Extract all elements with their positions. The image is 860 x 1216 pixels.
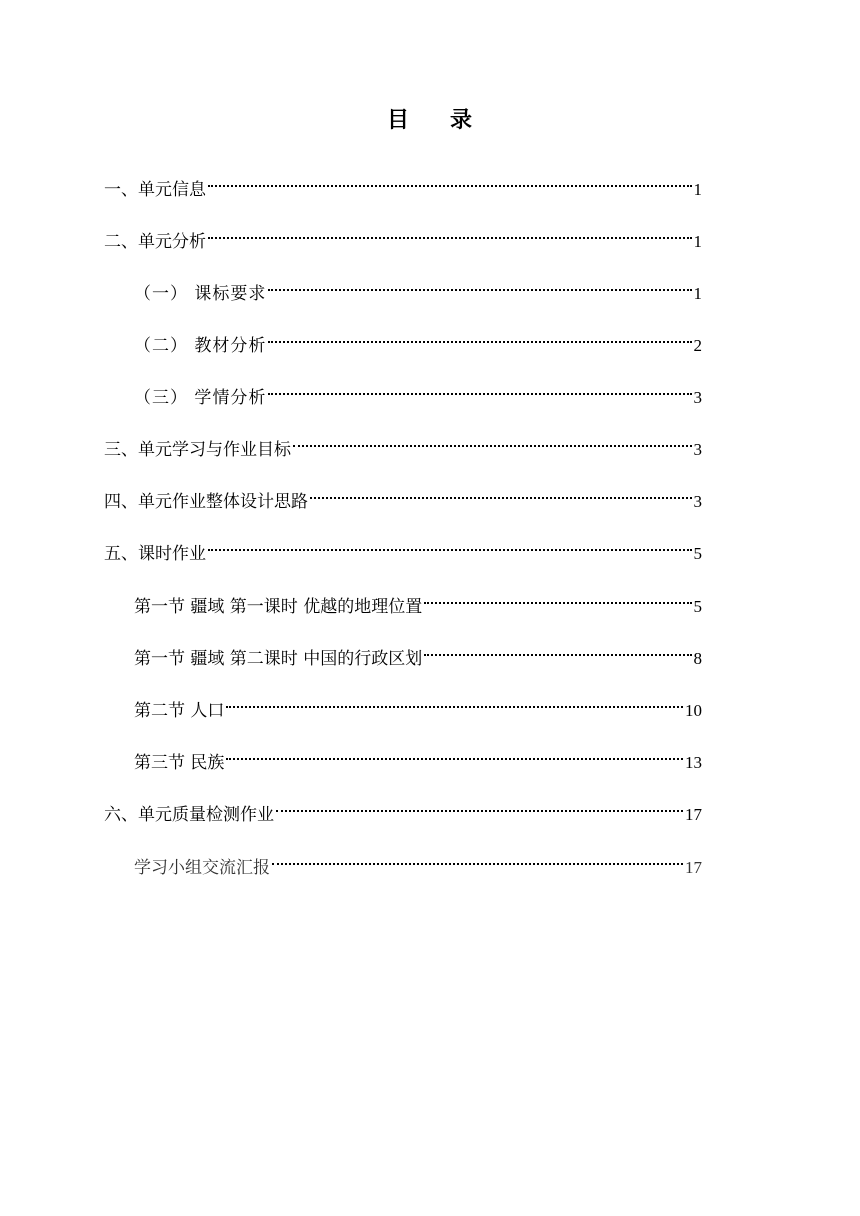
toc-entry-label: （二） 教材分析 — [134, 336, 267, 356]
toc-leader-dots — [268, 321, 691, 351]
toc-entry-label: 第一节 疆域 第二课时 中国的行政区划 — [134, 649, 423, 669]
toc-leader-dots — [208, 529, 692, 559]
toc-entry-section2-population[interactable] — [134, 686, 702, 721]
toc-title — [0, 104, 860, 138]
toc-leader-dots — [208, 217, 692, 247]
toc-leader-dots — [208, 165, 692, 195]
toc-entry-label: 五、课时作业 — [104, 544, 206, 564]
toc-entry-section1-lesson1[interactable] — [134, 582, 702, 617]
toc-entry-design-ideas[interactable] — [104, 477, 702, 512]
toc-entry-textbook-analysis[interactable] — [134, 321, 702, 356]
toc-leader-dots — [310, 477, 692, 507]
toc-entry-section1-lesson2[interactable] — [134, 634, 702, 669]
toc-entry-unit-info[interactable] — [104, 165, 702, 200]
toc-page-number: 17 — [685, 805, 702, 824]
toc-page-number: 10 — [685, 701, 702, 720]
toc-page-number: 5 — [693, 597, 702, 616]
toc-entry-label: 四、单元作业整体设计思路 — [104, 492, 308, 512]
toc-entry-label: 三、单元学习与作业目标 — [104, 440, 291, 460]
toc-entry-learner-analysis[interactable] — [134, 373, 702, 408]
toc-entry-label: 第三节 民族 — [134, 753, 225, 773]
toc-entry-label: 六、单元质量检测作业 — [104, 805, 274, 825]
toc-page-number: 1 — [693, 180, 702, 199]
toc-leader-dots — [268, 373, 691, 403]
toc-page-number: 17 — [685, 858, 702, 877]
toc-page-number: 8 — [693, 649, 702, 668]
toc-entry-lesson-homework[interactable] — [104, 529, 702, 564]
toc-leader-dots — [272, 843, 683, 873]
toc-title-char-1: 目 — [386, 108, 410, 133]
toc-entry-section3-ethnic-groups[interactable] — [134, 738, 702, 773]
toc-entry-unit-analysis[interactable] — [104, 217, 702, 252]
toc-page-number: 3 — [693, 492, 702, 511]
toc-page-number: 5 — [693, 544, 702, 563]
toc-entry-learning-goals[interactable] — [104, 425, 702, 460]
toc-entry-label: （三） 学情分析 — [134, 388, 267, 408]
toc-leader-dots — [226, 738, 683, 768]
toc-leader-dots — [424, 582, 691, 612]
toc-entry-group-report[interactable] — [134, 843, 702, 878]
toc-page-number: 3 — [693, 388, 702, 407]
toc-page-number: 13 — [685, 753, 702, 772]
toc-title-char-2: 录 — [450, 108, 474, 133]
toc-entry-label: 第二节 人口 — [134, 701, 225, 721]
toc-leader-dots — [276, 790, 683, 820]
toc-entry-label: 二、单元分析 — [104, 232, 206, 252]
toc-entry-curriculum-requirements[interactable] — [134, 269, 702, 304]
toc-leader-dots — [293, 425, 692, 455]
toc-entry-label: （一） 课标要求 — [134, 284, 267, 304]
toc-entry-label: 第一节 疆域 第一课时 优越的地理位置 — [134, 597, 423, 617]
toc-page-number: 1 — [693, 232, 702, 251]
toc-page-number: 2 — [693, 336, 702, 355]
toc-page-number: 3 — [693, 440, 702, 459]
toc-leader-dots — [268, 269, 691, 299]
toc-entry-label: 学习小组交流汇报 — [134, 858, 270, 878]
toc-entry-label: 一、单元信息 — [104, 180, 206, 200]
toc-leader-dots — [424, 634, 691, 664]
toc-page-number: 1 — [693, 284, 702, 303]
toc-entry-quality-test[interactable] — [104, 790, 702, 825]
toc-leader-dots — [226, 686, 683, 716]
